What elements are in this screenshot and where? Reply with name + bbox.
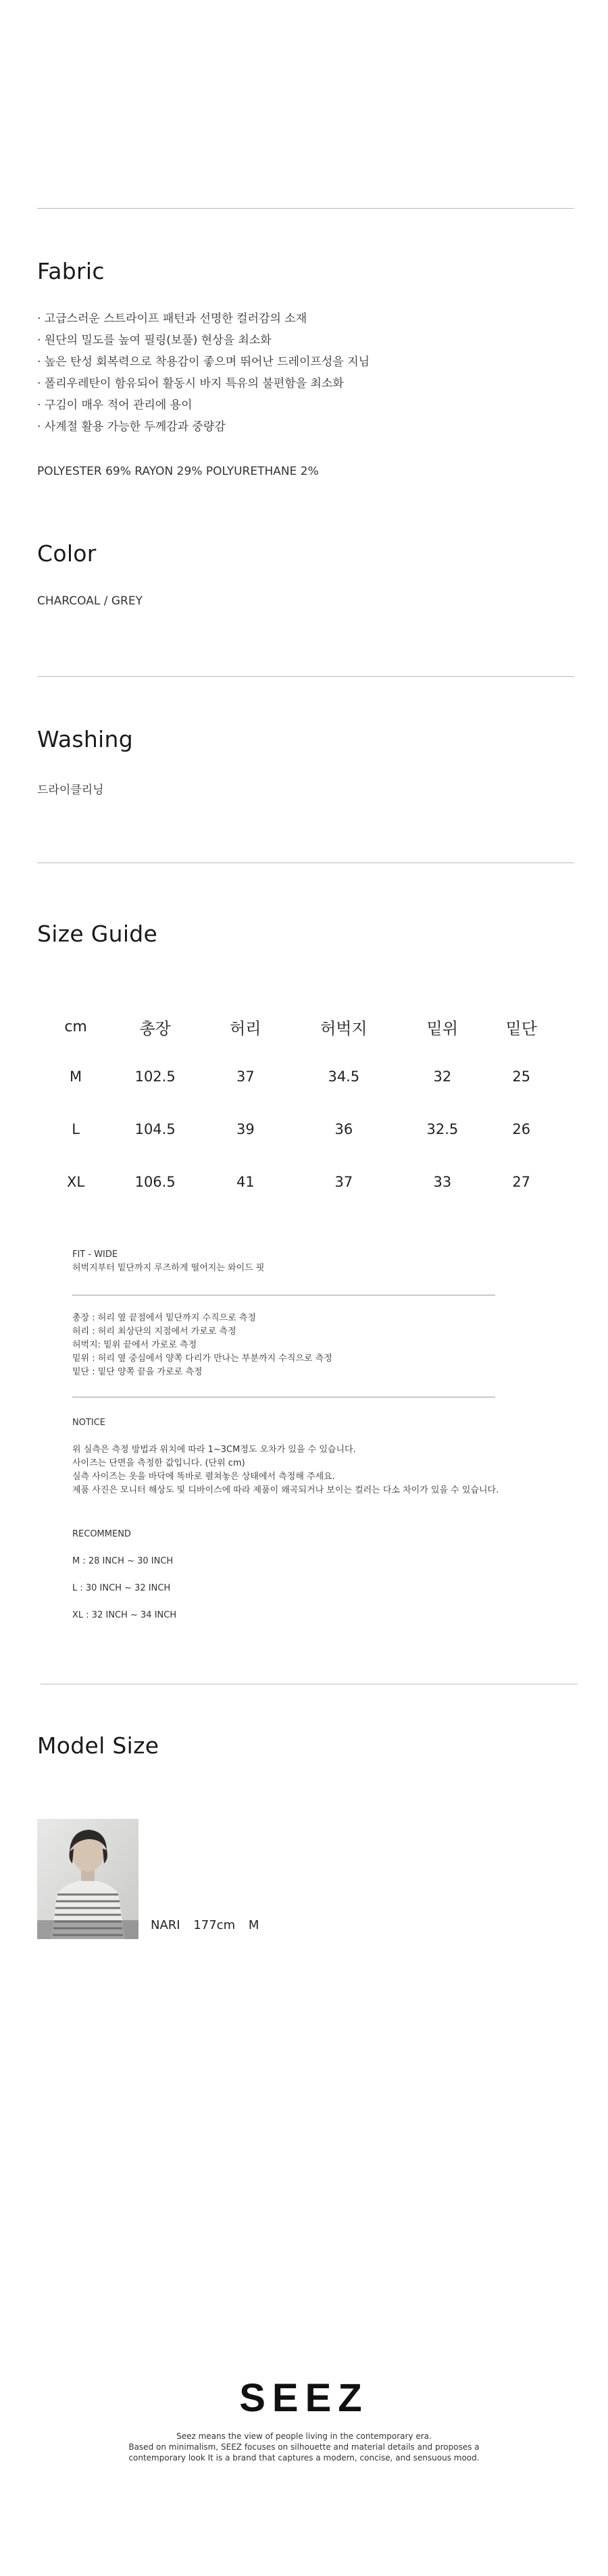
table-cell: XL [67, 1174, 85, 1190]
model-caption [151, 1918, 268, 1932]
recommend-line: M : 28 INCH ~ 30 INCH [72, 1556, 174, 1566]
list-item: · 구김이 매우 적어 관리에 용이 [37, 394, 370, 416]
list-item: 실측 사이즈는 옷을 바닥에 똑바로 펼쳐놓은 상태에서 측정해 주세요. [72, 1472, 335, 1482]
model-height: 177cm [193, 1918, 236, 1932]
column-header: cm [64, 1018, 87, 1035]
model-size-title: Model Size [37, 1732, 159, 1759]
list-item: · 사계절 활용 가능한 두께감과 중량감 [37, 416, 370, 438]
table-cell: 32.5 [426, 1121, 459, 1137]
washing-value: 드라이클리닝 [37, 783, 104, 797]
table-cell: 32 [433, 1068, 452, 1085]
table-cell: 34.5 [328, 1068, 360, 1085]
list-item: 허리 : 허리 최상단의 지점에서 가로로 측정 [72, 1326, 236, 1337]
table-cell: 37 [334, 1174, 353, 1190]
fit-description: 허벅지부터 밑단까지 루즈하게 떨어지는 와이드 핏 [72, 1263, 265, 1273]
fit-block [72, 1248, 264, 1275]
divider [37, 676, 574, 677]
column-header: 밑단 [505, 1019, 537, 1038]
divider [37, 208, 574, 209]
table-cell: 27 [512, 1174, 531, 1190]
table-cell: 41 [236, 1174, 255, 1190]
column-header: 허벅지 [320, 1019, 368, 1038]
list-item: · 폴리우레탄이 함유되어 활동시 바지 특유의 불편함을 최소화 [37, 373, 370, 394]
color-value: CHARCOAL / GREY [37, 594, 143, 608]
logo-text: SEEZ [239, 2377, 369, 2418]
brand-tagline [0, 2431, 608, 2463]
tagline-line: Based on minimalism, SEEZ focuses on silhouette and material details and proposes a [128, 2442, 480, 2452]
divider [37, 862, 574, 863]
fabric-composition: POLYESTER 69% RAYON 29% POLYURETHANE 2% [37, 465, 319, 478]
recommend-label: RECOMMEND [72, 1529, 131, 1539]
measurement-notes [72, 1312, 332, 1379]
recommend-line: XL : 32 INCH ~ 34 INCH [72, 1610, 177, 1620]
fabric-title: Fabric [37, 258, 105, 284]
table-cell: 104.5 [134, 1121, 176, 1137]
notice-lines [72, 1443, 499, 1497]
model-name: NARI [151, 1918, 180, 1932]
list-item: 총장 : 허리 옆 끝점에서 밑단까지 수직으로 측정 [72, 1313, 256, 1323]
table-row [47, 1156, 561, 1208]
tagline-line: Seez means the view of people living in the contemporary era. [176, 2431, 432, 2441]
size-table [47, 1003, 561, 1208]
table-cell: 33 [433, 1174, 452, 1190]
brand-logo [0, 2377, 608, 2421]
table-cell: L [72, 1121, 80, 1137]
recommend-line: L : 30 INCH ~ 32 INCH [72, 1583, 171, 1593]
table-row [47, 1103, 561, 1156]
column-header: 밑위 [426, 1019, 459, 1038]
model-photo [37, 1819, 138, 1939]
table-cell: 39 [236, 1121, 255, 1137]
list-item: · 원단의 밀도를 높여 필링(보풀) 현상을 최소화 [37, 330, 370, 351]
list-item: 제품 사진은 모니터 해상도 및 디바이스에 따라 제품이 왜곡되거나 보이는 컬러는 다소 차이가 있을 수 있습니다. [72, 1485, 499, 1495]
table-cell: 106.5 [134, 1174, 176, 1190]
list-item: 사이즈는 단면을 측정한 값입니다. (단위 cm) [72, 1458, 245, 1468]
seez-logo [233, 2377, 375, 2418]
list-item: 밑단 : 밑단 양쪽 끝을 가로로 측정 [72, 1367, 203, 1377]
fit-label: FIT - WIDE [72, 1250, 118, 1260]
table-row [47, 1050, 561, 1103]
model-size: M [248, 1918, 259, 1932]
table-cell: M [70, 1068, 82, 1085]
table-cell: 37 [236, 1068, 255, 1085]
list-item: · 높은 탄성 회복력으로 착용감이 좋으며 뛰어난 드레이프성을 지님 [37, 351, 370, 373]
table-cell: 25 [512, 1068, 531, 1085]
washing-title: Washing [37, 726, 133, 752]
list-item: · 고급스러운 스트라이프 패턴과 선명한 컬러감의 소재 [37, 308, 370, 330]
list-item: 허벅지: 밑위 끝에서 가로로 측정 [72, 1340, 197, 1350]
table-cell: 26 [512, 1121, 531, 1137]
fabric-bullet-list [37, 308, 370, 438]
list-item: 위 실측은 측정 방법과 위치에 따라 1~3CM정도 오차가 있을 수 있습니다. [72, 1445, 356, 1455]
column-header: 허리 [230, 1019, 261, 1038]
size-guide-title: Size Guide [37, 921, 158, 947]
table-cell: 102.5 [134, 1068, 176, 1085]
tagline-line: contemporary look It is a brand that captures a modern, concise, and sensuous mood. [128, 2453, 480, 2463]
list-item: 밑위 : 허리 옆 중심에서 양쪽 다리가 만나는 부분까지 수직으로 측정 [72, 1354, 332, 1364]
notice-label: NOTICE [72, 1418, 106, 1428]
color-title: Color [37, 540, 97, 567]
table-cell: 36 [334, 1121, 353, 1137]
table-header-row [47, 1003, 561, 1050]
column-header: 총장 [139, 1019, 171, 1038]
